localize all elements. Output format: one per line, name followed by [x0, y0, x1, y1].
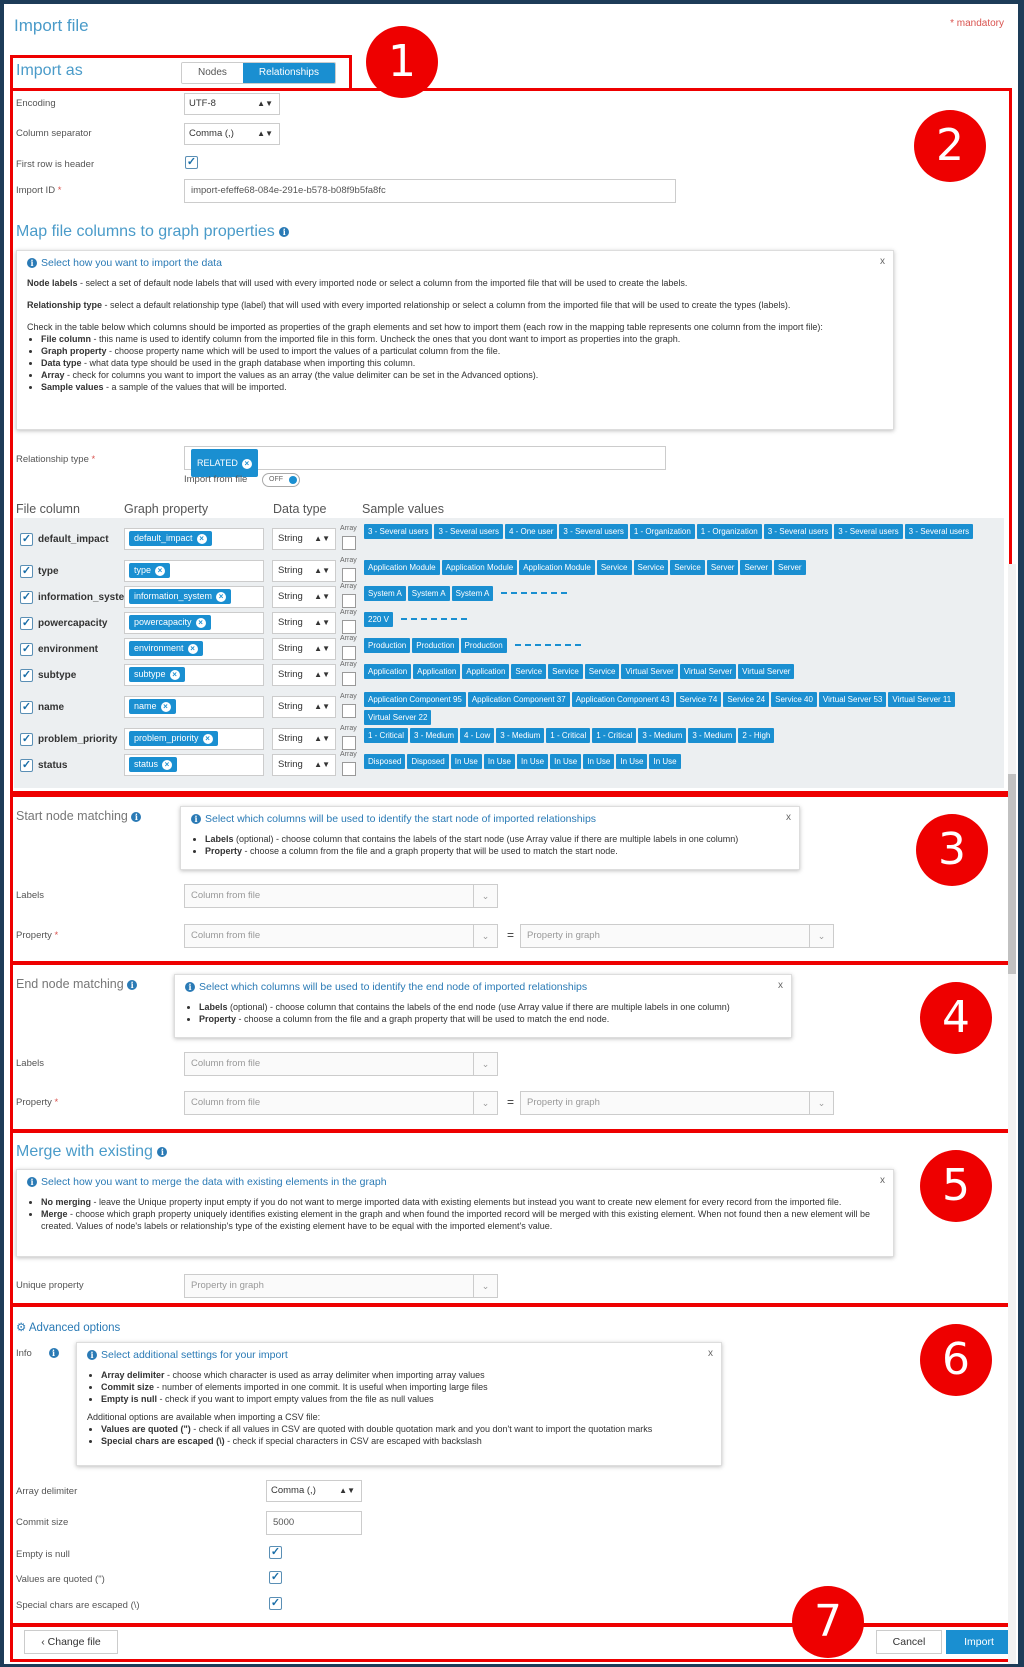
sample-value-tag: Application	[364, 664, 411, 679]
th-graph-property: Graph property	[124, 502, 209, 516]
sample-value-tag: 220 V	[364, 612, 393, 627]
chars-escaped-label: Special chars are escaped (\)	[16, 1600, 140, 1611]
include-column-checkbox[interactable]: ✓	[21, 591, 32, 603]
data-type-select[interactable]: String ▲▼	[272, 754, 336, 776]
change-file-button[interactable]: ‹ Change file	[24, 1630, 118, 1654]
array-delimiter-value: Comma (,)	[271, 1485, 316, 1496]
property-tag: information_system ×	[129, 589, 231, 604]
more-values-indicator	[401, 618, 467, 620]
updown-icon: ▲▼	[314, 618, 330, 627]
sample-value-tag: System A	[452, 586, 494, 601]
scrollbar-track[interactable]	[1008, 564, 1016, 1664]
bullet: • Merge - choose which graph property uniquely identifies existing element in the graph and when found the imported record will be merged with this existing element. When not found then a new element will be created. Values of node's labels or relationship's type of the existing element have to be equal with the imported element's value.	[41, 1208, 883, 1232]
sample-value-tag: 3 - Medium	[496, 728, 544, 743]
sample-value-tag: Service 24	[723, 692, 769, 707]
chevron-down-icon: ⌄	[473, 925, 497, 947]
sample-values	[364, 524, 1004, 542]
sample-values	[364, 612, 1004, 630]
property-tag: name ×	[129, 699, 176, 714]
callout-2: 2	[914, 110, 986, 182]
th-sample-values: Sample values	[362, 502, 444, 516]
map-info-box	[16, 250, 894, 430]
separator-select[interactable]	[184, 123, 280, 145]
data-type-select[interactable]: String ▲▼	[272, 664, 336, 686]
callout-4: 4	[920, 982, 992, 1054]
include-column-checkbox[interactable]: ✓	[21, 733, 32, 745]
file-column-name: information_syste	[38, 592, 125, 603]
import-id-label: Import ID *	[16, 185, 62, 196]
remove-icon[interactable]: ×	[162, 760, 172, 770]
graph-property-input[interactable]	[124, 754, 264, 776]
include-column-checkbox[interactable]: ✓	[21, 643, 32, 655]
start-labels-select[interactable]: Column from file ⌄	[184, 884, 498, 908]
array-checkbox[interactable]	[342, 568, 356, 582]
property-tag: environment ×	[129, 641, 203, 656]
end-property-column-select[interactable]: Column from file ⌄	[184, 1091, 498, 1115]
node-labels-text: Node labels - select a set of default node labels that will used with every imported node or select a column from the imported file that will be used to create the labels.	[27, 278, 688, 288]
sample-value-tag: Virtual Server 22	[364, 710, 431, 725]
data-type-select[interactable]: String ▲▼	[272, 560, 336, 582]
updown-icon: ▲▼	[257, 129, 273, 138]
callout-7: 7	[792, 1586, 864, 1658]
file-column-name: powercapacity	[38, 618, 108, 629]
sample-value-tag: Virtual Server	[738, 664, 794, 679]
sample-value-tag: In Use	[484, 754, 515, 769]
option-relationships[interactable]: Relationships	[243, 63, 335, 83]
bullet: • Labels (optional) - choose column that contains the labels of the end node (use Array value if there are multiple labels in one column)	[199, 1001, 781, 1013]
array-checkbox[interactable]	[342, 736, 356, 750]
sample-values	[364, 664, 1004, 682]
data-type-select[interactable]: String ▲▼	[272, 612, 336, 634]
end-title: End node matching i	[16, 977, 141, 991]
import-as-label: Import as	[16, 62, 83, 79]
file-column-name: environment	[38, 644, 99, 655]
property-tag: powercapacity ×	[129, 615, 211, 630]
sample-value-tag: In Use	[616, 754, 647, 769]
chevron-left-icon: ‹	[41, 1636, 48, 1648]
bullet: • File column - this name is used to identify column from the imported file in this form. Uncheck the ones that you dont want to import as properties into the graph.	[41, 333, 883, 345]
array-label: Array	[340, 583, 357, 590]
graph-property-input[interactable]	[124, 560, 264, 582]
unique-property-label: Unique property	[16, 1280, 84, 1291]
chevron-down-icon: ⌄	[809, 1092, 833, 1114]
file-column-name: problem_priority	[38, 734, 118, 745]
sample-value-tag: 2 - High	[738, 728, 774, 743]
data-type-select[interactable]: String ▲▼	[272, 728, 336, 750]
array-delimiter-select[interactable]	[266, 1480, 362, 1502]
separator-value: Comma (,)	[189, 128, 234, 139]
th-file-column: File column	[16, 502, 80, 516]
sample-value-tag: 4 - One user	[505, 524, 557, 539]
sample-value-tag: Server	[740, 560, 772, 575]
sample-value-tag: Service	[597, 560, 632, 575]
property-tag: type ×	[129, 563, 170, 578]
sample-value-tag: In Use	[583, 754, 614, 769]
advanced-info-box	[76, 1342, 722, 1466]
info-icon: i	[27, 1177, 37, 1187]
map-title: Map file columns to graph properties i	[16, 223, 293, 241]
import-id-input[interactable]: import-efeffe68-084e-291e-b578-b08f9b5fa8fc	[184, 179, 676, 203]
sample-value-tag: In Use	[649, 754, 680, 769]
sample-values	[364, 754, 1004, 772]
bullet: • Special chars are escaped (\) - check if special characters in CSV are escaped with backslash	[101, 1435, 711, 1447]
import-button[interactable]: Import	[946, 1630, 1012, 1654]
cancel-button[interactable]: Cancel	[876, 1630, 942, 1654]
updown-icon: ▲▼	[314, 702, 330, 711]
info-icon: i	[191, 814, 201, 824]
graph-property-input[interactable]	[124, 612, 264, 634]
info-icon: i	[87, 1350, 97, 1360]
end-property-graph-select[interactable]: Property in graph ⌄	[520, 1091, 834, 1115]
bullet: • Commit size - number of elements imported in one commit. It is useful when importing large files	[101, 1381, 711, 1393]
data-type-select[interactable]: String ▲▼	[272, 528, 336, 550]
toggle-knob	[289, 476, 297, 484]
include-column-checkbox[interactable]: ✓	[21, 701, 32, 713]
remove-icon[interactable]: ×	[161, 702, 171, 712]
import-as-toggle[interactable]	[181, 62, 336, 84]
sample-value-tag: 3 - Several users	[834, 524, 902, 539]
sample-value-tag: Application Component 37	[468, 692, 570, 707]
graph-property-input[interactable]	[124, 728, 264, 750]
dialog-title: Import file	[14, 16, 89, 35]
array-label: Array	[340, 751, 357, 758]
sample-value-tag: Virtual Server 11	[888, 692, 955, 707]
sample-value-tag: Server	[774, 560, 806, 575]
start-property-graph-select[interactable]: Property in graph ⌄	[520, 924, 834, 948]
sample-value-tag: Application Component 95	[364, 692, 466, 707]
bullet: • Data type - what data type should be used in the graph database when importing this column.	[41, 357, 883, 369]
updown-icon: ▲▼	[339, 1486, 355, 1495]
merge-info-head: Select how you want to merge the data with existing elements in the graph	[41, 1176, 387, 1188]
property-tag: default_impact ×	[129, 531, 212, 546]
start-property-column-select[interactable]: Column from file ⌄	[184, 924, 498, 948]
rel-type-input[interactable]	[184, 446, 666, 470]
callout-3: 3	[916, 814, 988, 886]
sample-value-tag: Service	[670, 560, 705, 575]
start-info-head: Select which columns will be used to identify the start node of imported relationships	[205, 813, 597, 825]
remove-icon[interactable]: ×	[170, 670, 180, 680]
header-label: First row is header	[16, 159, 95, 170]
chevron-down-icon: ⌄	[473, 1092, 497, 1114]
sample-value-tag: 3 - Several users	[905, 524, 973, 539]
array-label: Array	[340, 693, 357, 700]
graph-property-input[interactable]	[124, 664, 264, 686]
sample-value-tag: Application	[413, 664, 460, 679]
import-dialog	[4, 4, 1018, 1664]
csv-note: Additional options are available when importing a CSV file:	[87, 1412, 321, 1422]
sample-value-tag: Application Module	[364, 560, 440, 575]
merge-info-box	[16, 1169, 894, 1257]
end-info-head: Select which columns will be used to identify the end node of imported relationships	[199, 981, 588, 993]
bullet: • Empty is null - check if you want to import empty values from the file as null values	[101, 1393, 711, 1405]
sample-value-tag: Disposed	[364, 754, 405, 769]
info-icon: i	[185, 982, 195, 992]
import-from-file-label: Import from file	[184, 474, 248, 485]
array-checkbox[interactable]	[342, 704, 356, 718]
sample-value-tag: Application	[462, 664, 509, 679]
array-label: Array	[340, 635, 357, 642]
remove-icon[interactable]: ×	[155, 566, 165, 576]
remove-icon[interactable]: ×	[216, 592, 226, 602]
sample-value-tag: 3 - Medium	[688, 728, 736, 743]
bullet: • Values are quoted (") - check if all values in CSV are quoted with double quotation mark and you don't want to import the quotation marks	[101, 1423, 711, 1435]
sample-value-tag: 3 - Medium	[638, 728, 686, 743]
chevron-down-icon: ⌄	[809, 925, 833, 947]
array-checkbox[interactable]	[342, 672, 356, 686]
data-type-select[interactable]: String ▲▼	[272, 638, 336, 660]
include-column-checkbox[interactable]: ✓	[21, 533, 32, 545]
include-column-checkbox[interactable]: ✓	[21, 669, 32, 681]
sample-value-tag: 4 - Low	[460, 728, 494, 743]
updown-icon: ▲▼	[314, 592, 330, 601]
empty-null-checkbox[interactable]: ✓	[270, 1546, 281, 1558]
sample-value-tag: Service 40	[771, 692, 817, 707]
include-column-checkbox[interactable]: ✓	[21, 617, 32, 629]
sample-value-tag: 1 - Organization	[630, 524, 695, 539]
remove-icon[interactable]: ×	[188, 644, 198, 654]
property-tag: problem_priority ×	[129, 731, 218, 746]
callout-6: 6	[920, 1324, 992, 1396]
sample-values	[364, 638, 1004, 656]
sample-value-tag: Service 74	[676, 692, 722, 707]
remove-icon[interactable]: ×	[197, 534, 207, 544]
map-instructions: Check in the table below which columns should be imported as properties of the graph elements and set how to import them (each row in the mapping table represents one column from the import file):	[27, 322, 823, 332]
close-icon[interactable]: x	[880, 256, 885, 267]
close-icon[interactable]: x	[708, 1348, 713, 1359]
graph-property-input[interactable]	[124, 586, 264, 608]
end-labels-label: Labels	[16, 1058, 44, 1069]
array-checkbox[interactable]	[342, 594, 356, 608]
start-labels-label: Labels	[16, 890, 44, 901]
encoding-value: UTF-8	[189, 98, 216, 109]
sample-value-tag: 3 - Several users	[434, 524, 502, 539]
scrollbar-thumb[interactable]	[1008, 774, 1016, 974]
sample-value-tag: Production	[461, 638, 507, 653]
bullet: • Property - choose a column from the file and a graph property that will be used to match the end node.	[199, 1013, 781, 1025]
unique-property-select[interactable]: Property in graph ⌄	[184, 1274, 498, 1298]
updown-icon: ▲▼	[257, 99, 273, 108]
more-values-indicator	[515, 644, 581, 646]
callout-1: 1	[366, 26, 438, 98]
chevron-down-icon: ⌄	[473, 1053, 497, 1075]
bullet: • Array delimiter - choose which character is used as array delimiter when importing array values	[101, 1369, 711, 1381]
sample-value-tag: In Use	[451, 754, 482, 769]
sample-value-tag: Application Component 43	[572, 692, 674, 707]
sample-value-tag: Service	[634, 560, 669, 575]
sample-value-tag: Application Module	[519, 560, 595, 575]
updown-icon: ▲▼	[314, 644, 330, 653]
file-column-name: type	[38, 566, 59, 577]
include-column-checkbox[interactable]: ✓	[21, 565, 32, 577]
file-column-name: subtype	[38, 670, 77, 681]
array-delimiter-label: Array delimiter	[16, 1486, 78, 1497]
info-icon[interactable]: i	[49, 1348, 59, 1358]
array-label: Array	[340, 661, 357, 668]
sample-value-tag: 3 - Medium	[410, 728, 458, 743]
sample-value-tag: Service	[585, 664, 620, 679]
property-tag: status ×	[129, 757, 177, 772]
start-info-box	[180, 806, 800, 870]
rel-type-label: Relationship type *	[16, 454, 96, 465]
sample-value-tag: 3 - Several users	[559, 524, 627, 539]
merge-title: Merge with existing i	[16, 1143, 171, 1161]
info-icon[interactable]: i	[279, 227, 289, 237]
mapping-table	[14, 518, 1004, 788]
advanced-info-head: Select additional settings for your import	[101, 1349, 288, 1361]
include-column-checkbox[interactable]: ✓	[21, 759, 32, 771]
array-label: Array	[340, 557, 357, 564]
chars-escaped-checkbox[interactable]: ✓	[270, 1597, 281, 1609]
option-nodes[interactable]: Nodes	[182, 63, 243, 83]
sample-value-tag: 1 - Organization	[697, 524, 762, 539]
start-property-label: Property *	[16, 930, 59, 941]
bullet: • Array - check for columns you want to import the values as an array (the value delimiter can be set in the Advanced options).	[41, 369, 883, 381]
info-icon[interactable]: i	[127, 980, 137, 990]
array-label: Array	[340, 725, 357, 732]
mandatory-note: * mandatory	[950, 18, 1004, 29]
sample-value-tag: 3 - Several users	[764, 524, 832, 539]
close-icon[interactable]: x	[778, 980, 783, 991]
sample-value-tag: Application Module	[442, 560, 518, 575]
empty-null-label: Empty is null	[16, 1549, 70, 1560]
remove-icon[interactable]: ×	[242, 459, 252, 469]
sample-values	[364, 560, 1004, 578]
sample-value-tag: In Use	[517, 754, 548, 769]
close-icon[interactable]: x	[786, 812, 791, 823]
encoding-label: Encoding	[16, 98, 56, 109]
equals-sign: =	[507, 1095, 515, 1109]
map-bullets	[27, 333, 883, 393]
sample-value-tag: Virtual Server	[621, 664, 677, 679]
graph-property-input[interactable]	[124, 638, 264, 660]
map-info-head: Select how you want to import the data	[41, 257, 222, 269]
bullet: • No merging - leave the Unique property input empty if you do not want to merge imported data with existing elements but instead you want to create new element for every record from the imported file.	[41, 1196, 883, 1208]
info-label: Info i	[16, 1348, 63, 1359]
sample-value-tag: Production	[412, 638, 458, 653]
array-checkbox[interactable]	[342, 620, 356, 634]
sample-values	[364, 586, 1004, 604]
commit-size-input[interactable]: 5000	[266, 1511, 362, 1535]
end-info-box	[174, 974, 792, 1038]
equals-sign: =	[507, 928, 515, 942]
callout-5: 5	[920, 1150, 992, 1222]
commit-size-label: Commit size	[16, 1517, 69, 1528]
chevron-down-icon: ⌄	[473, 885, 497, 907]
array-checkbox[interactable]	[342, 762, 356, 776]
updown-icon: ▲▼	[314, 734, 330, 743]
th-data-type: Data type	[273, 502, 327, 516]
sample-values	[364, 692, 1004, 728]
sample-value-tag: System A	[364, 586, 406, 601]
bullet: • Labels (optional) - choose column that contains the labels of the start node (use Array value if there are multiple labels in one column)	[205, 833, 789, 845]
updown-icon: ▲▼	[314, 760, 330, 769]
sample-value-tag: 1 - Critical	[364, 728, 408, 743]
info-icon[interactable]: i	[131, 812, 141, 822]
sample-value-tag: Virtual Server	[680, 664, 736, 679]
info-icon[interactable]: i	[157, 1147, 167, 1157]
separator-label: Column separator	[16, 128, 92, 139]
first-row-header-checkbox[interactable]: ✓	[186, 156, 197, 168]
sample-values	[364, 728, 1004, 746]
rel-type-tag: RELATED ×	[191, 449, 258, 477]
sample-value-tag: Disposed	[407, 754, 448, 769]
bullet: • Property - choose a column from the file and a graph property that will be used to match the start node.	[205, 845, 789, 857]
array-label: Array	[340, 609, 357, 616]
data-type-select[interactable]: String ▲▼	[272, 696, 336, 718]
sample-value-tag: 3 - Several users	[364, 524, 432, 539]
sample-value-tag: Server	[707, 560, 739, 575]
bullet: • Graph property - choose property name which will be used to import the values of a particulat column from the file.	[41, 345, 883, 357]
sample-value-tag: Service	[511, 664, 546, 679]
encoding-select[interactable]	[184, 93, 280, 115]
bullet: • Sample values - a sample of the values that will be imported.	[41, 381, 883, 393]
sample-value-tag: Virtual Server 53	[819, 692, 886, 707]
file-column-name: default_impact	[38, 534, 109, 545]
close-icon[interactable]: x	[880, 1175, 885, 1186]
end-property-label: Property *	[16, 1097, 59, 1108]
import-from-file-toggle[interactable]: OFF	[262, 473, 300, 487]
file-column-name: status	[38, 760, 68, 771]
array-label: Array	[340, 525, 357, 532]
remove-icon[interactable]: ×	[196, 618, 206, 628]
sample-value-tag: 1 - Critical	[546, 728, 590, 743]
info-icon: i	[27, 258, 37, 268]
gear-icon: ⚙	[16, 1322, 27, 1334]
sample-value-tag: System A	[408, 586, 450, 601]
start-title: Start node matching i	[16, 809, 145, 823]
data-type-select[interactable]: String ▲▼	[272, 586, 336, 608]
end-labels-select[interactable]: Column from file ⌄	[184, 1052, 498, 1076]
sample-value-tag: Service	[548, 664, 583, 679]
property-tag: subtype ×	[129, 667, 185, 682]
array-checkbox[interactable]	[342, 536, 356, 550]
sample-value-tag: In Use	[550, 754, 581, 769]
values-quoted-checkbox[interactable]: ✓	[270, 1571, 281, 1583]
file-column-name: name	[38, 702, 65, 713]
updown-icon: ▲▼	[314, 670, 330, 679]
sample-value-tag: 1 - Critical	[592, 728, 636, 743]
updown-icon: ▲▼	[314, 534, 330, 543]
rel-type-text: Relationship type - select a default relationship type (label) that will used with every imported relationship or select a column from the imported file that will be used to create the types (labels).	[27, 300, 791, 310]
chevron-down-icon: ⌄	[473, 1275, 497, 1297]
sample-value-tag: Production	[364, 638, 410, 653]
updown-icon: ▲▼	[314, 566, 330, 575]
advanced-options-toggle[interactable]: ⚙ Advanced options	[16, 1322, 121, 1334]
graph-property-input[interactable]	[124, 528, 264, 550]
graph-property-input[interactable]	[124, 696, 264, 718]
remove-icon[interactable]: ×	[203, 734, 213, 744]
array-checkbox[interactable]	[342, 646, 356, 660]
values-quoted-label: Values are quoted (")	[16, 1574, 105, 1585]
more-values-indicator	[501, 592, 567, 594]
